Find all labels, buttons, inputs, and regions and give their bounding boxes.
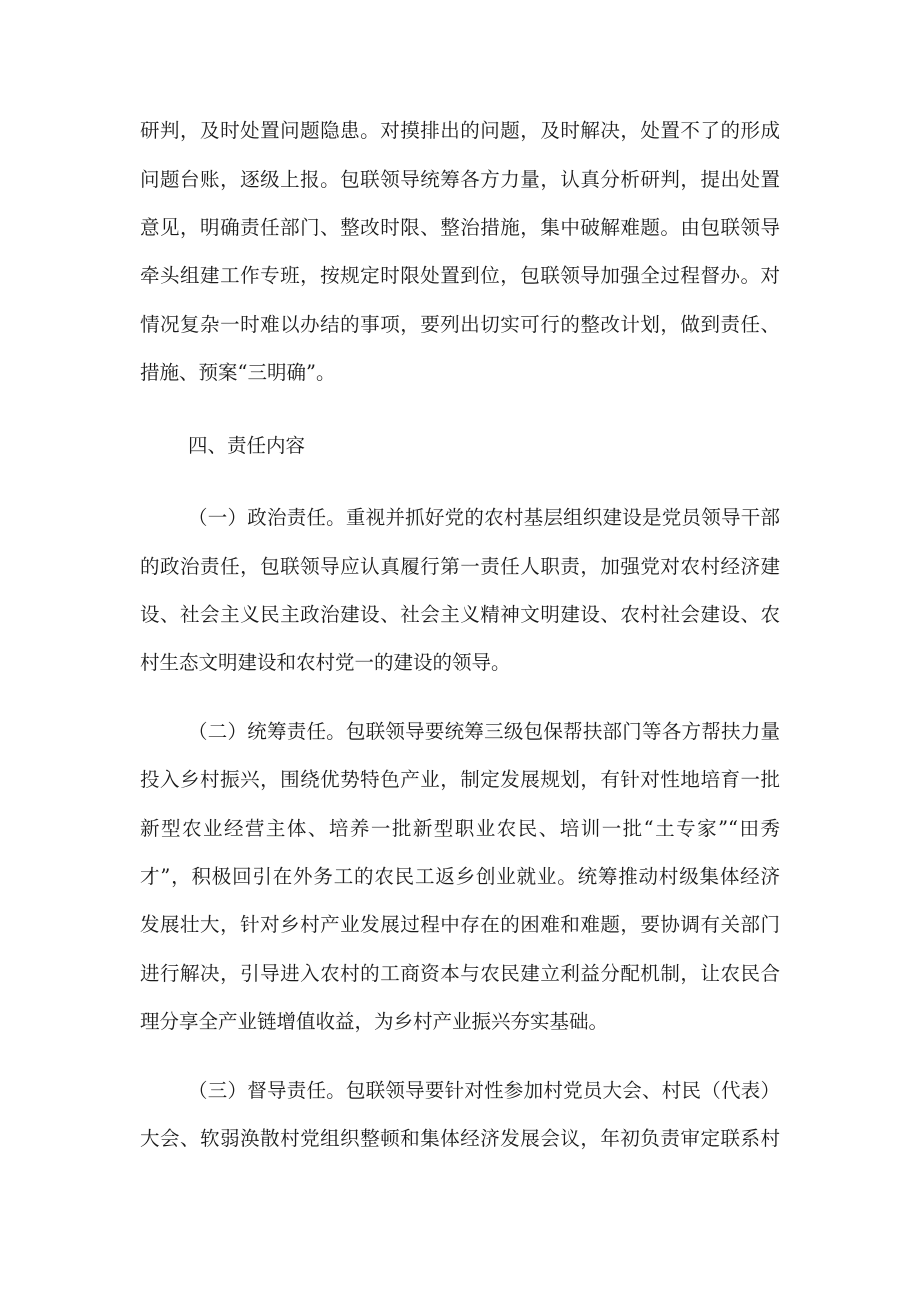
text-line: 牵头组建工作专班，按规定时限处置到位，包联领导加强全过程督办。对 <box>140 264 780 287</box>
text-line: 措施、预案“三明确”。 <box>140 361 336 384</box>
text-line: 理分享全产业链增值收益，为乡村产业振兴夯实基础。 <box>140 1010 609 1033</box>
text-line: （三）督导责任。包联领导要针对性参加村党员大会、村民（代表） <box>188 1079 780 1102</box>
text-line: 发展壮大，针对乡村产业发展过程中存在的困难和难题，要协调有关部门 <box>140 913 780 936</box>
text-line: 村生态文明建设和农村党一的建设的领导。 <box>140 651 511 674</box>
text-line: 设、社会主义民主政治建设、社会主义精神文明建设、农村社会建设、农 <box>140 603 780 626</box>
section-heading: 四、责任内容 <box>188 434 306 457</box>
text-line: 情况复杂一时难以办结的事项，要列出切实可行的整改计划，做到责任、 <box>140 313 780 336</box>
text-line: 大会、软弱涣散村党组织整顿和集体经济发展会议，年初负责审定联系村 <box>140 1127 780 1150</box>
text-line: 意见，明确责任部门、整改时限、整治措施，集中破解难题。由包联领导 <box>140 216 780 239</box>
text-line: （一）政治责任。重视并抓好党的农村基层组织建设是党员领导干部 <box>188 506 780 529</box>
text-line: 新型农业经营主体、培养一批新型职业农民、培训一批“土专家”“田秀 <box>140 817 780 840</box>
text-line: 问题台账，逐级上报。包联领导统筹各方力量，认真分析研判，提出处置 <box>140 168 780 191</box>
text-line: 投入乡村振兴，围绕优势特色产业，制定发展规划，有针对性地培育一批 <box>140 768 780 791</box>
text-line: 的政治责任，包联领导应认真履行第一责任人职责，加强党对农村经济建 <box>140 555 780 578</box>
text-line: 才”，积极回引在外务工的农民工返乡创业就业。统筹推动村级集体经济 <box>140 865 780 888</box>
text-line: （二）统筹责任。包联领导要统筹三级包保帮扶部门等各方帮扶力量 <box>188 720 780 743</box>
text-line: 研判，及时处置问题隐患。对摸排出的问题，及时解决，处置不了的形成 <box>140 119 780 142</box>
text-line: 进行解决，引导进入农村的工商资本与农民建立利益分配机制，让农民合 <box>140 962 780 985</box>
